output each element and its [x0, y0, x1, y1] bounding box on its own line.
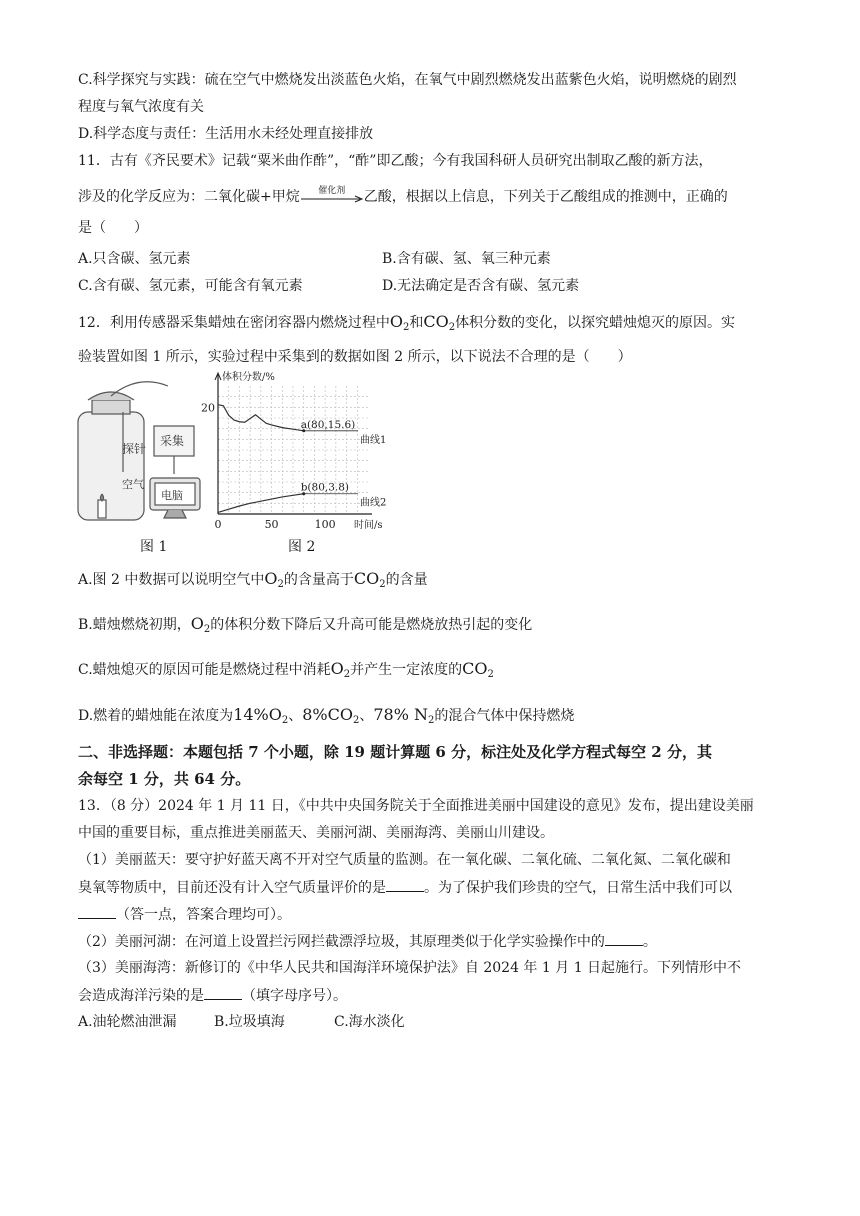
q11-option-d: D.无法确定是否含有碳、氢元素: [382, 278, 580, 294]
q12-option-c: [78, 659, 494, 680]
q12-c-part2: 并产生一定浓度的: [350, 662, 463, 678]
experiment-figure: [78, 354, 387, 534]
q12-option-a: [78, 569, 428, 590]
answer-blank[interactable]: [386, 877, 424, 892]
q13-part2-text-b: 。: [642, 934, 657, 950]
x-tick-label: 50: [264, 518, 279, 531]
q12-b-part1: B.蜡烛燃烧初期，: [78, 617, 191, 633]
q12-stem-part1: 12．利用传感器采集蜡烛在密闭容器内燃烧过程中: [78, 315, 390, 331]
co2-formula: [423, 312, 455, 331]
collector-label: 采集: [160, 434, 185, 448]
n2-subscript: 2: [428, 715, 435, 726]
q11-stem-line1: 11．古有《齐民要术》记载“粟米曲作酢”，“酢”即乙酸；今有我国科研人员研究出制取乙酸的新方法，: [78, 153, 713, 169]
q13-part3-line2: [78, 985, 347, 1006]
annotation-label: a(80,15.6): [300, 418, 356, 431]
section-2-heading-cont: 余每空 1 分，共 64 分。: [78, 770, 251, 788]
catalyst-label: 催化剂: [318, 186, 346, 196]
candle: [98, 500, 106, 518]
q12-d-part2: 的混合气体中保持燃烧: [434, 708, 575, 724]
o2-mix: [233, 705, 288, 724]
catalyst-arrow: [300, 187, 364, 207]
x-tick-label: 100: [314, 518, 336, 531]
y-axis-label: 体积分数/%: [222, 372, 275, 383]
co2-formula: [354, 569, 386, 588]
series-name-1: 曲线1: [360, 434, 387, 446]
co2-subscript: 2: [379, 579, 386, 590]
q12-stem-line1: [78, 312, 735, 333]
q13-stem-line2: 中国的重要目标，重点推进美丽蓝天、美丽河湖、美丽海湾、美丽山川建设。: [78, 825, 554, 841]
computer-label: 电脑: [161, 489, 183, 502]
q13-part1-text-a: 臭氧等物质中，目前还没有计入空气质量评价的是: [78, 880, 386, 896]
q11-option-c: C.含有碳、氢元素，可能含有氧元素: [78, 278, 303, 294]
y-tick-label: 20: [201, 401, 215, 415]
o2-formula: [191, 614, 211, 633]
q13-option-a: A.油轮燃油泄漏: [78, 1014, 177, 1030]
air-label: 空气: [122, 478, 144, 491]
o2-symbol: O: [190, 614, 204, 633]
q12-stem-line2: 验装置如图 1 所示，实验过程中采集到的数据如图 2 所示，以下说法不合理的是（ ）: [78, 349, 632, 365]
o2-subscript: 2: [343, 669, 351, 680]
answer-blank[interactable]: [78, 904, 116, 919]
q12-and: 和: [409, 315, 424, 331]
figure-1-caption: 图 1: [140, 539, 168, 555]
q12-d-part1: D.燃着的蜡烛能在浓度为: [78, 708, 234, 724]
flame-icon: [101, 494, 104, 501]
q12-stem-part2: 体积分数的变化，以探究蜡烛熄灭的原因。实: [455, 315, 736, 331]
n2-mix: [373, 705, 434, 724]
series-name-2: 曲线2: [360, 497, 387, 509]
x-tick-label: 0: [214, 518, 222, 531]
co2-subscript: 2: [448, 322, 456, 333]
q13-part3-text-b: （填字母序号）。: [242, 988, 347, 1004]
q12-b-part2: 的体积分数下降后又升高可能是燃烧放热引起的变化: [210, 617, 533, 633]
q10-option-d: D.科学态度与责任：生活用水未经处理直接排放: [78, 126, 374, 142]
q13-part2: [78, 931, 657, 952]
probe-label-1: 探针: [122, 442, 147, 456]
co2-symbol: CO: [462, 659, 488, 678]
section-2-heading: 二、非选择题：本题包括 7 个小题，除 19 题计算题 6 分，标注处及化学方程式每空 2 分，其: [78, 743, 712, 761]
o2-subscript: 2: [281, 715, 289, 726]
o2-subscript: 2: [402, 322, 410, 333]
q13-part3-line1: （3）美丽海湾：新修订的《中华人民共和国海洋环境保护法》自 2024 年 1 月 1 日起施行。下列情形中不: [78, 960, 742, 976]
monitor-stand: [164, 510, 186, 518]
o2-subscript: 2: [277, 579, 284, 590]
q12-a-part1: A.图 2 中数据可以说明空气中: [78, 572, 265, 588]
q13-part1-text-c: （答一点，答案合理均可）。: [116, 907, 291, 923]
separator: 、: [288, 708, 303, 724]
q12-a-part3: 的含量: [385, 572, 428, 588]
chart-area: [201, 370, 386, 531]
q11-option-a: A.只含碳、氢元素: [78, 251, 191, 267]
co2-mix-value: 8%CO: [302, 705, 353, 724]
co2-subscript: 2: [487, 669, 494, 680]
q13-part2-text-a: （2）美丽河湖：在河道上设置拦污网拦截漂浮垃圾，其原理类似于化学实验操作中的: [78, 934, 605, 950]
o2-symbol: O: [330, 659, 344, 678]
co2-mix: [302, 705, 359, 724]
q11-stem-line3: 是（ ）: [78, 220, 148, 236]
answer-blank[interactable]: [204, 985, 242, 1000]
o2-subscript: 2: [203, 624, 211, 635]
o2-formula: [264, 569, 284, 588]
q12-a-part2: 的含量高于: [283, 572, 354, 588]
n2-mix-value: 78% N: [373, 705, 429, 724]
jar: [78, 412, 147, 520]
q13-option-c: C.海水淡化: [334, 1014, 405, 1030]
o2-formula: [390, 312, 410, 331]
q11-option-b: B.含有碳、氢、氧三种元素: [382, 251, 551, 267]
q13-part1-line2: [78, 877, 732, 898]
q11-stem-line2: [78, 187, 728, 207]
q13-part1-line3: [78, 904, 291, 925]
q10-option-c: C.科学探究与实践：硫在空气中燃烧发出淡蓝色火焰，在氧气中剧烈燃烧发出蓝紫色火焰，说明燃烧的剧烈: [78, 72, 737, 88]
arrow-icon: [300, 187, 364, 207]
co2-symbol: CO: [423, 312, 449, 331]
figure-2-caption: 图 2: [288, 539, 316, 555]
co2-symbol: CO: [353, 569, 380, 588]
q11-reaction-rest: 乙酸，根据以上信息，下列关于乙酸组成的推测中，正确的: [363, 189, 728, 205]
o2-symbol: O: [264, 569, 278, 588]
q11-reaction-reactants: 涉及的化学反应为：二氧化碳+甲烷: [78, 189, 300, 205]
q13-option-b: B.垃圾填海: [214, 1014, 285, 1030]
annotation-label: b(80,3.8): [300, 481, 350, 494]
q12-option-d: [78, 705, 574, 726]
o2-formula: [331, 659, 351, 678]
q13-part1-line1: （1）美丽蓝天：要守护好蓝天离不开对空气质量的监测。在一氧化碳、二氧化硫、二氧化氮、二氧化碳和: [78, 852, 731, 868]
q12-c-part1: C.蜡烛熄灭的原因可能是燃烧过程中消耗: [78, 662, 331, 678]
q12-option-b: [78, 614, 532, 635]
separator: 、: [359, 708, 374, 724]
o2-symbol: O: [389, 312, 403, 331]
jar-lid: [92, 400, 130, 414]
q13-part3-text-a: 会造成海洋污染的是: [78, 988, 204, 1004]
co2-formula: [462, 659, 494, 678]
x-axis-label: 时间/s: [354, 520, 383, 531]
q13-part1-text-b: 。为了保护我们珍贵的空气，日常生活中我们可以: [424, 880, 732, 896]
o2-mix-value: 14%O: [233, 705, 282, 724]
q10-option-c-cont: 程度与氧气浓度有关: [78, 99, 204, 115]
answer-blank[interactable]: [605, 931, 643, 946]
co2-subscript: 2: [353, 715, 360, 726]
q13-stem-line1: 13．（8 分）2024 年 1 月 11 日，《中共中央国务院关于全面推进美丽中国建设的意见》发布，提出建设美丽: [78, 798, 754, 814]
